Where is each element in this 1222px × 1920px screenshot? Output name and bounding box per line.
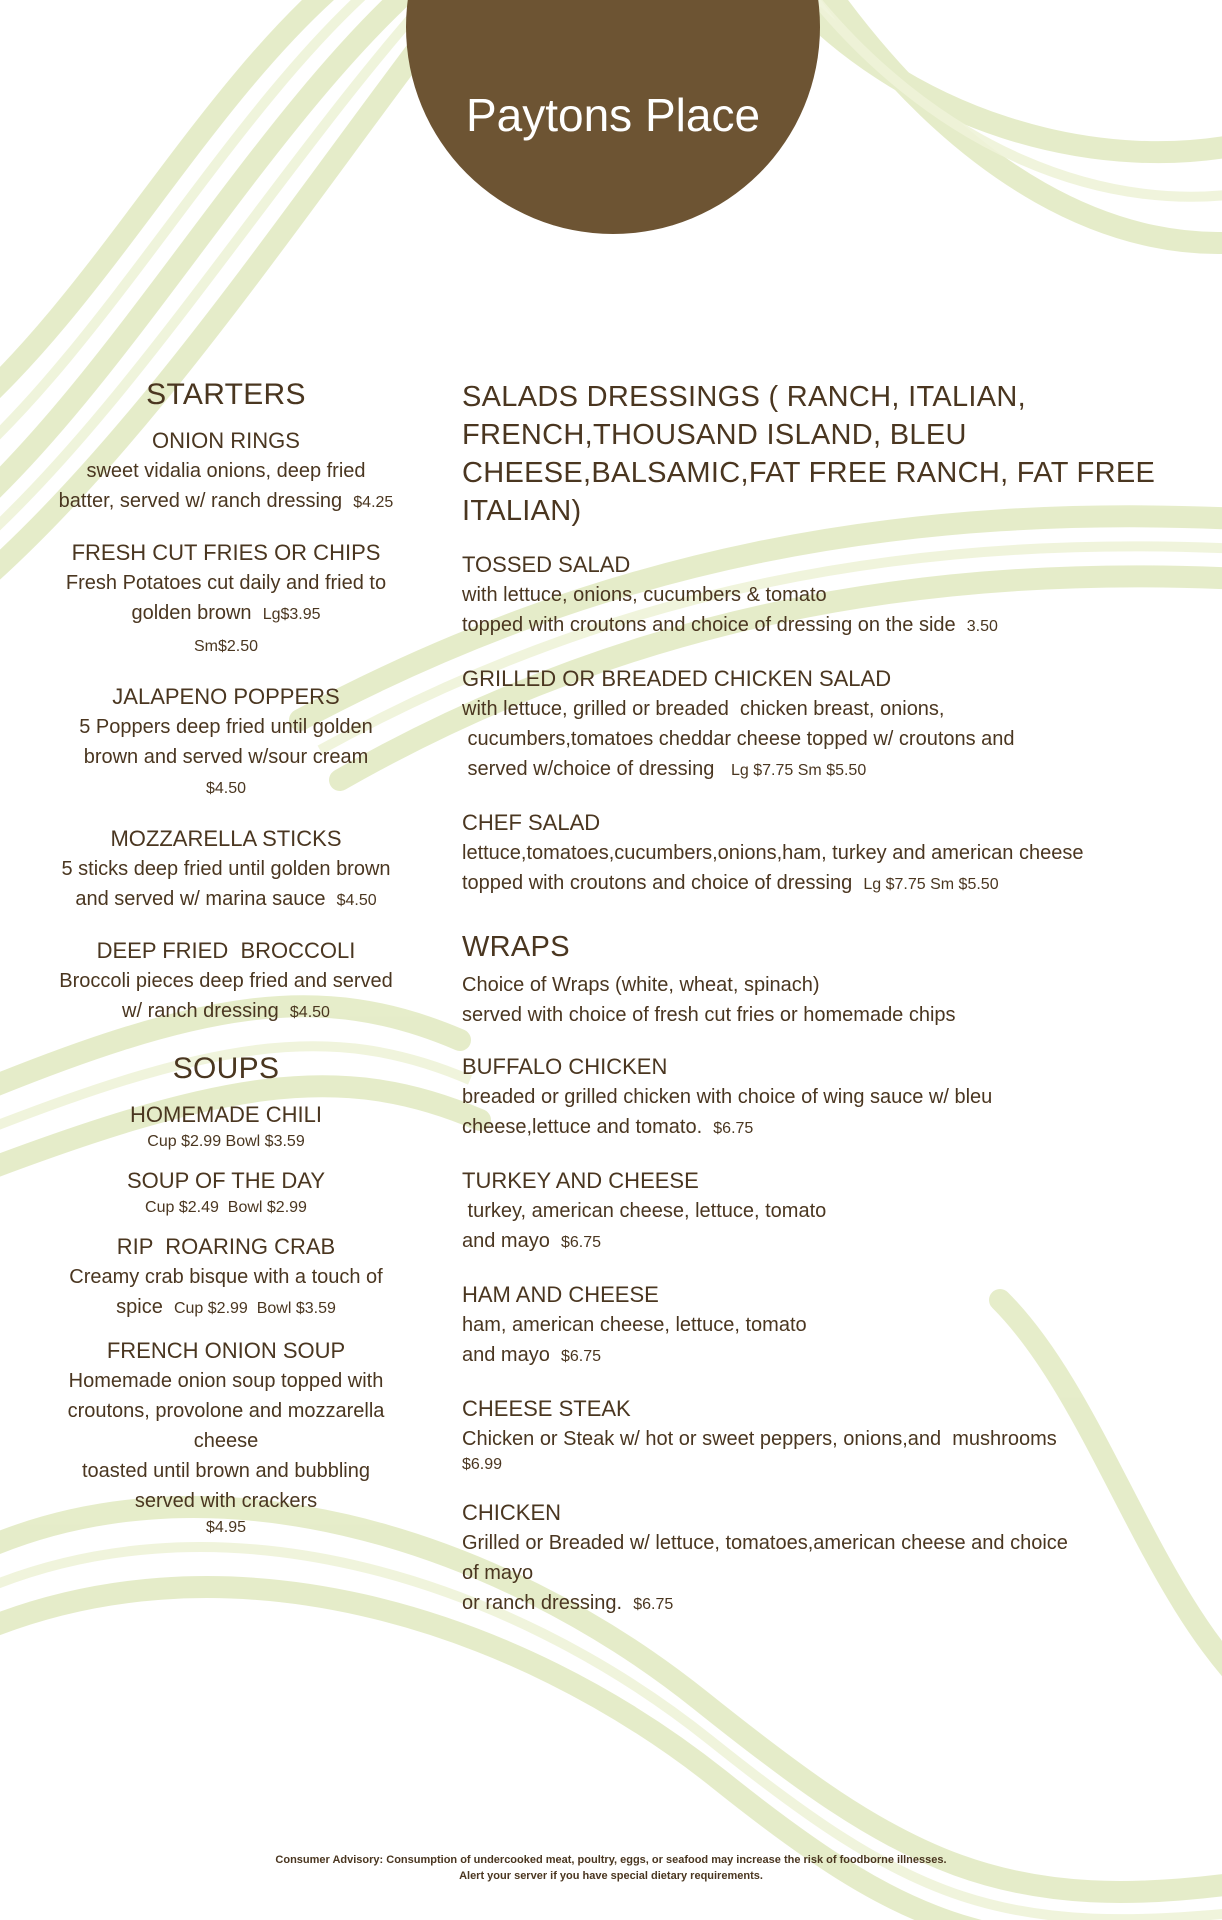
item-name: CHICKEN	[462, 1500, 562, 1525]
item-desc: cheese,lettuce and tomato. $6.75	[462, 1116, 754, 1138]
item-price: Lg $7.75 Sm $5.50	[731, 762, 867, 779]
item-price: $4.50	[205, 780, 247, 797]
menu-item	[462, 1166, 1202, 1258]
starters-heading: STARTERS	[146, 378, 306, 411]
item-desc: turkey, american cheese, lettuce, tomato	[462, 1200, 827, 1222]
item-price: $6.75	[633, 1596, 674, 1613]
item-desc: 5 Poppers deep fried until golden brown and served w/sour cream $4.50	[79, 716, 373, 797]
item-price: $6.75	[713, 1120, 754, 1137]
item-desc: 5 sticks deep fried until golden brown and served w/ marina sauce $4.50	[61, 858, 391, 910]
wraps-intro-line: served with choice of fresh cut fries or homemade chips	[462, 1004, 956, 1026]
item-price: Cup $2.49 Bowl $2.99	[145, 1199, 307, 1216]
item-desc: sweet vidalia onions, deep fried batter, served w/ ranch dressing $4.25	[58, 460, 394, 512]
item-price: Lg $7.75 Sm $5.50	[863, 876, 999, 893]
menu-item	[462, 1394, 1202, 1476]
item-name: FRESH CUT FRIES OR CHIPS	[71, 540, 381, 565]
item-name: SOUP OF THE DAY	[126, 1168, 326, 1193]
consumer-advisory	[0, 1852, 1222, 1884]
item-desc: Creamy crab bisque with a touch of spice Cup $2.99 Bowl $3.59	[69, 1266, 383, 1318]
menu-item	[462, 664, 1202, 786]
item-price-small: Sm$2.50	[193, 638, 259, 655]
item-desc: Grilled or Breaded w/ lettuce, tomatoes,american cheese and choice	[462, 1532, 1068, 1554]
wraps-heading: WRAPS	[462, 931, 570, 963]
item-desc: with lettuce, grilled or breaded chicken breast, onions,	[462, 698, 945, 720]
item-desc: breaded or grilled chicken with choice of wing sauce w/ bleu	[462, 1086, 993, 1108]
menu-item	[462, 1498, 1202, 1620]
item-price: $4.50	[289, 1004, 330, 1021]
item-price: Cup $2.99 Bowl $3.59	[147, 1133, 305, 1150]
menu-item	[56, 1166, 396, 1220]
menu-item	[462, 550, 1202, 642]
advisory-line: Alert your server if you have special dietary requirements.	[459, 1870, 763, 1882]
item-desc: cucumbers,tomatoes cheddar cheese topped w/ croutons and	[462, 728, 1015, 750]
item-name: JALAPENO POPPERS	[112, 684, 340, 709]
left-column	[56, 378, 396, 1552]
item-desc: lettuce,tomatoes,cucumbers,onions,ham, turkey and american cheese	[462, 842, 1084, 864]
menu-item	[56, 538, 396, 662]
item-name: BUFFALO CHICKEN	[462, 1054, 668, 1079]
item-desc: Broccoli pieces deep fried and served w/ ranch dressing $4.50	[59, 970, 393, 1022]
item-price: $6.75	[560, 1234, 602, 1251]
item-desc: topped with croutons and choice of dressing on the side 3.50	[462, 614, 998, 636]
item-name: ONION RINGS	[152, 428, 300, 453]
item-desc: served w/choice of dressing Lg $7.75 Sm $5.50	[462, 758, 867, 780]
item-desc: and mayo $6.75	[462, 1344, 602, 1366]
item-desc: Fresh Potatoes cut daily and fried to golden brown Lg$3.95 Sm$2.50	[65, 572, 387, 655]
item-desc: Homemade onion soup topped with croutons, provolone and mozzarella cheese	[67, 1370, 385, 1452]
item-name: MOZZARELLA STICKS	[110, 826, 342, 851]
item-desc: or ranch dressing. $6.75	[462, 1592, 674, 1614]
menu-item	[56, 1336, 396, 1540]
advisory-line: Consumer Advisory: Consumption of undercooked meat, poultry, eggs, or seafood may increase the risk of foodborne illnesses.	[275, 1854, 947, 1866]
item-name: TOSSED SALAD	[462, 552, 631, 577]
menu-item	[56, 1100, 396, 1154]
item-desc: ham, american cheese, lettuce, tomato	[462, 1314, 807, 1336]
menu-item	[462, 1280, 1202, 1372]
item-name: DEEP FRIED BROCCOLI	[96, 938, 356, 963]
item-price: Lg$3.95	[262, 606, 321, 623]
item-desc: with lettuce, onions, cucumbers & tomato	[462, 584, 827, 606]
item-price: $4.95	[205, 1519, 247, 1536]
item-desc: Chicken or Steak w/ hot or sweet peppers, onions,and mushrooms	[462, 1428, 1057, 1450]
item-name: RIP ROARING CRAB	[116, 1234, 336, 1259]
item-price: $6.75	[560, 1348, 602, 1365]
wraps-intro	[462, 970, 1202, 1030]
menu-item	[56, 824, 396, 916]
salads-heading: SALADS DRESSINGS ( RANCH, ITALIAN, FRENCH,THOUSAND ISLAND, BLEU CHEESE,BALSAMIC,FAT FREE RANCH, FAT FREE ITALIAN)	[462, 381, 1156, 527]
item-price: 3.50	[966, 618, 998, 635]
item-desc: topped with croutons and choice of dressing Lg $7.75 Sm $5.50	[462, 872, 999, 894]
wraps-intro-line: Choice of Wraps (white, wheat, spinach)	[462, 974, 820, 996]
menu-item	[56, 936, 396, 1028]
item-name: FRENCH ONION SOUP	[106, 1338, 346, 1363]
menu-item	[462, 808, 1202, 900]
item-price: $4.25	[353, 494, 394, 511]
item-desc: of mayo	[462, 1562, 534, 1584]
item-price: Cup $2.99 Bowl $3.59	[173, 1300, 336, 1317]
item-name: CHEESE STEAK	[462, 1396, 631, 1421]
item-price: $4.50	[336, 892, 377, 909]
item-price: $6.99	[462, 1456, 503, 1473]
soups-heading: SOUPS	[172, 1052, 280, 1085]
item-name: TURKEY AND CHEESE	[462, 1168, 699, 1193]
item-desc: and mayo $6.75	[462, 1230, 602, 1252]
item-name: CHEF SALAD	[462, 810, 601, 835]
restaurant-title: Paytons Place	[465, 89, 761, 141]
item-name: GRILLED OR BREADED CHICKEN SALAD	[462, 666, 892, 691]
item-name: HOMEMADE CHILI	[130, 1102, 322, 1127]
item-desc-2: toasted until brown and bubbling served with crackers	[82, 1460, 370, 1512]
menu-item	[462, 1052, 1202, 1144]
right-column	[462, 378, 1202, 1642]
menu-item	[56, 682, 396, 804]
item-name: HAM AND CHEESE	[462, 1282, 659, 1307]
menu-item	[56, 1232, 396, 1324]
menu-item	[56, 426, 396, 518]
